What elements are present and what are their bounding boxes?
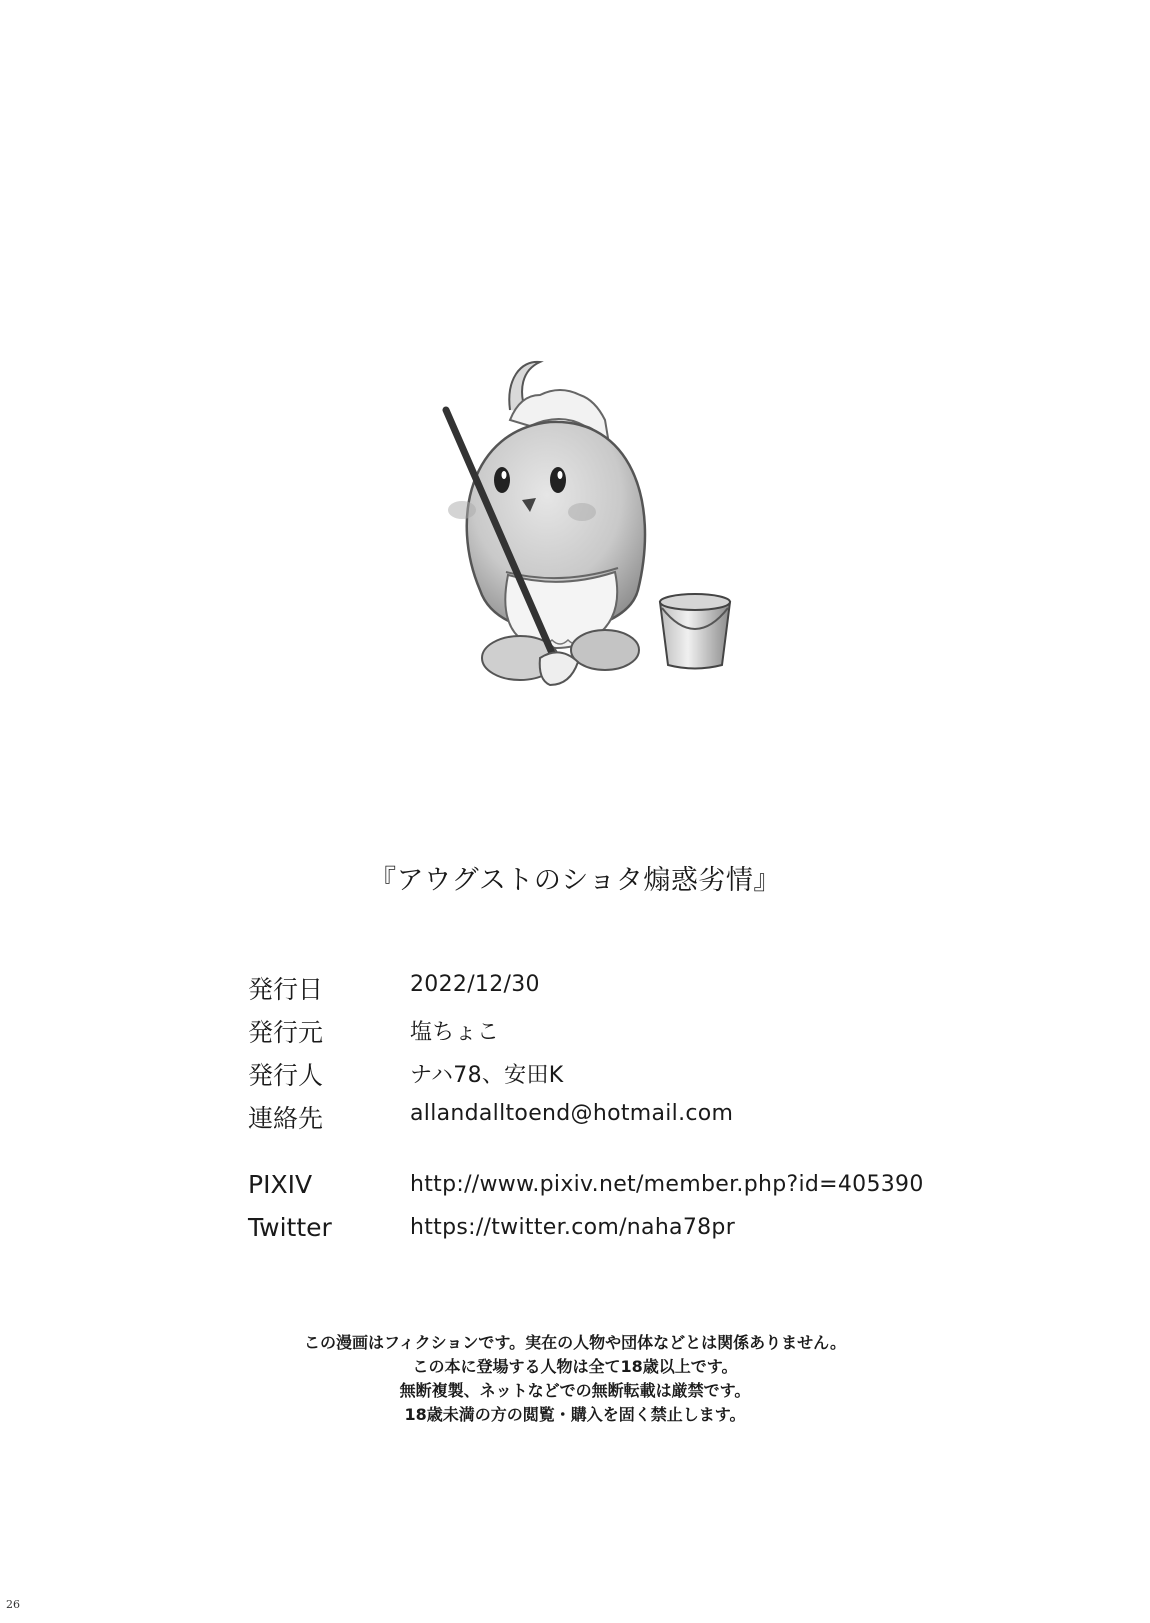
- colophon-value: 塩ちょこ: [410, 1020, 500, 1045]
- pixiv-url: http://www.pixiv.net/member.php?id=405390: [410, 1172, 924, 1197]
- notice-line: 18歳未満の方の閲覧・購入を固く禁止します。: [404, 1405, 746, 1424]
- link-label: Twitter: [248, 1213, 332, 1242]
- colophon-label: 発行元: [248, 1018, 324, 1047]
- legal-notices: [0, 1331, 1150, 1427]
- twitter-url: https://twitter.com/naha78pr: [410, 1215, 736, 1240]
- colophon-label: 発行人: [248, 1061, 324, 1090]
- colophon-value: 2022/12/30: [410, 972, 540, 997]
- link-label: PIXIV: [248, 1170, 313, 1199]
- contact-email: allandalltoend@hotmail.com: [410, 1101, 734, 1126]
- maid-mascot-illustration: [410, 340, 770, 720]
- page-number: 26: [6, 1598, 20, 1611]
- notice-line: 無断複製、ネットなどでの無断転載は厳禁です。: [399, 1381, 751, 1400]
- book-title: 『アウグストのショタ煽惑劣情』: [369, 865, 781, 896]
- notice-line: この本に登場する人物は全て18歳以上です。: [412, 1357, 738, 1376]
- colophon-value: ナハ78、安田K: [410, 1063, 564, 1088]
- notice-line: この漫画はフィクションです。実在の人物や団体などとは関係ありません。: [303, 1333, 847, 1352]
- colophon-label: 発行日: [248, 975, 324, 1004]
- colophon-label: 連絡先: [248, 1104, 324, 1133]
